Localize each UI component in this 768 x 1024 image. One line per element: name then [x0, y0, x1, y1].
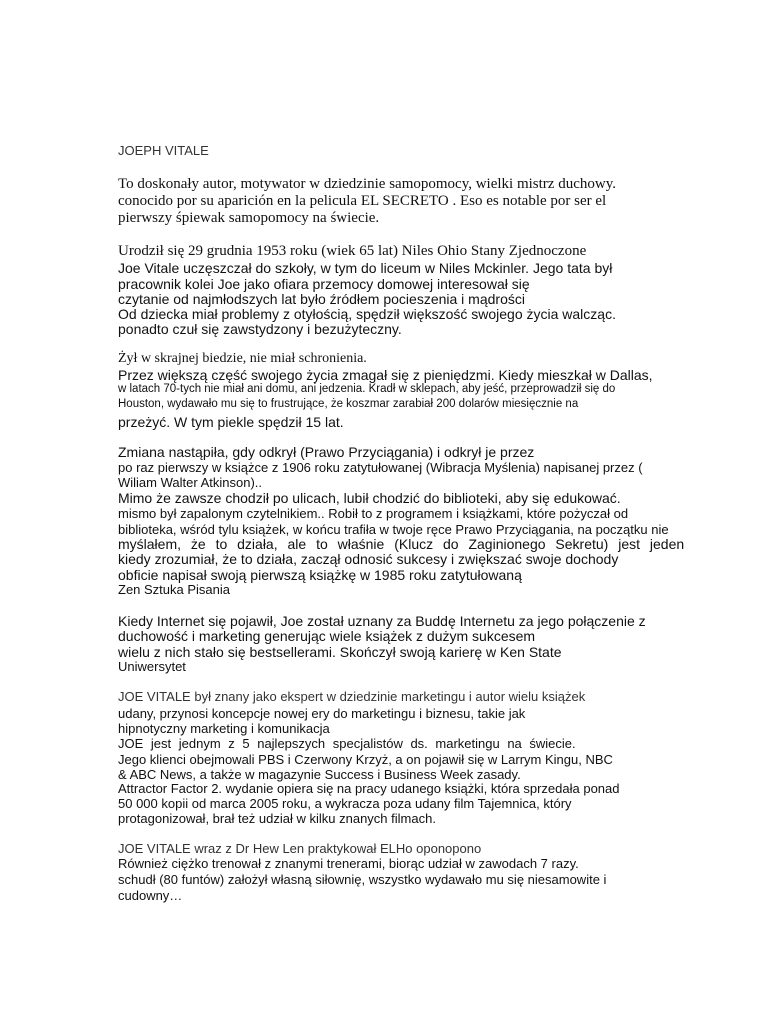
paragraph-line: Żył w skrajnej biedzie, nie miał schronienia. [118, 351, 367, 366]
paragraph-line: Houston, wydawało mu się to frustrujące, że koszmar zarabiał 200 dolarów miesięcznie na [118, 398, 579, 410]
paragraph-line: Przez większą część swojego życia zmagał się z pieniędzmi. Kiedy mieszkał w Dallas, [118, 367, 653, 383]
paragraph-line: Kiedy Internet się pojawił, Joe został uznany za Buddę Internetu za jego połączenie z [118, 613, 646, 629]
paragraph-line: & ABC News, a także w magazynie Success i Business Week zasady. [118, 767, 521, 782]
paragraph-line: Attractor Factor 2. wydanie opiera się na pracy udanego książki, która sprzedała ponad [118, 781, 620, 796]
paragraph-line: Joe Vitale uczęszczał do szkoły, w tym do liceum w Niles Mckinler. Jego tata był [118, 260, 613, 276]
paragraph-line: pracownik kolei Joe jako ofiara przemocy domowej interesował się [118, 276, 530, 292]
paragraph-line: JOE VITALE był znany jako ekspert w dziedzinie marketingu i autor wielu książek [118, 689, 586, 704]
paragraph-line: Uniwersytet [118, 659, 186, 674]
paragraph-line: 50 000 kopii od marca 2005 roku, a wykracza poza udany film Tajemnica, który [118, 796, 572, 811]
document-title: JOEPH VITALE [118, 143, 209, 158]
paragraph-line: conocido por su aparición en la pelicula EL SECRETO . Eso es notable por ser el [118, 193, 607, 209]
paragraph-line: JOE jest jednym z 5 najlepszych specjalistów ds. marketingu na świecie. [118, 736, 576, 751]
paragraph-line: Jego klienci obejmowali PBS i Czerwony Krzyż, a on pojawił się w Larrym Kingu, NBC [118, 752, 613, 767]
paragraph-line: Urodził się 29 grudnia 1953 roku (wiek 65 lat) Niles Ohio Stany Zjednoczone [118, 243, 587, 259]
paragraph-line: Również ciężko trenował z znanymi trenerami, biorąc udział w zawodach 7 razy. [118, 856, 579, 871]
paragraph-line: cudowny… [118, 888, 183, 903]
paragraph-line: myślałem, że to działa, ale to właśnie (Klucz do Zaginionego Sekretu) jest jeden [118, 536, 685, 552]
paragraph-line: Mimo że zawsze chodził po ulicach, lubił chodzić do biblioteki, aby się edukować. [118, 490, 621, 506]
paragraph-line: protagonizował, brał też udział w kilku znanych filmach. [118, 811, 436, 826]
paragraph-line: w latach 70-tych nie miał ani domu, ani jedzenia. Kradł w sklepach, aby jeść, przeprowadził się do [118, 383, 616, 395]
paragraph-line: wielu z nich stało się bestsellerami. Skończył swoją karierę w Ken State [118, 644, 562, 660]
paragraph-line: ponadto czuł się zawstydzony i bezużyteczny. [118, 321, 402, 337]
paragraph-line: przeżyć. W tym piekle spędził 15 lat. [118, 414, 344, 430]
paragraph-line: Zen Sztuka Pisania [118, 582, 231, 597]
paragraph-line: mismo był zapalonym czytelnikiem.. Robił to z programem i książkami, które pożyczał od [118, 506, 629, 521]
paragraph-line: Zmiana nastąpiła, gdy odkrył (Prawo Przyciągania) i odkrył je przez [118, 444, 535, 460]
paragraph-line: JOE VITALE wraz z Dr Hew Len praktykował ELHo oponopono [118, 841, 482, 856]
paragraph-line: Wiliam Walter Atkinson).. [118, 475, 262, 490]
paragraph-line: biblioteka, wśród tylu książek, w końcu trafiła w twoje ręce Prawo Przyciągania, na początku nie [118, 522, 669, 537]
paragraph-line: kiedy zrozumiał, że to działa, zaczął odnosić sukcesy i zwiększać swoje dochody [118, 551, 619, 567]
paragraph-line: Od dziecka miał problemy z otyłością, spędził większość swojego życia walcząc. [118, 306, 616, 322]
paragraph-line: po raz pierwszy w książce z 1906 roku zatytułowanej (Wibracja Myślenia) napisanej przez ( [118, 460, 643, 475]
paragraph-line: hipnotyczny marketing i komunikacja [118, 721, 330, 736]
paragraph-line: schudł (80 funtów) założył własną siłownię, wszystko wydawało mu się niesamowite i [118, 872, 607, 887]
paragraph-line: czytanie od najmłodszych lat było źródłem pocieszenia i mądrości [118, 291, 525, 307]
paragraph-line: obficie napisał swoją pierwszą książkę w 1985 roku zatytułowaną [118, 567, 522, 583]
paragraph-line: To doskonały autor, motywator w dziedzinie samopomocy, wielki mistrz duchowy. [118, 176, 616, 192]
paragraph-line: pierwszy śpiewak samopomocy na świecie. [118, 210, 380, 226]
paragraph-line: duchowość i marketing generując wiele książek z dużym sukcesem [118, 628, 536, 644]
paragraph-line: udany, przynosi koncepcje nowej ery do marketingu i biznesu, takie jak [118, 706, 526, 721]
